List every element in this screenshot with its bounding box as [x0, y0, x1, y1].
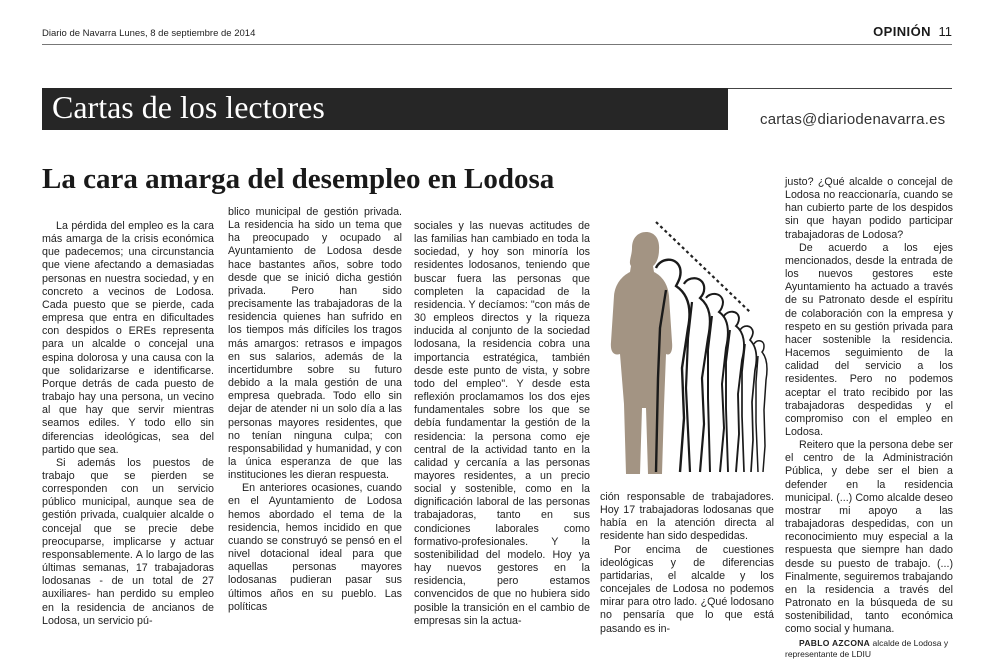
outline-figure-5 [740, 326, 756, 472]
author-role: alcalde de Lodosa y representante de LDIU [785, 638, 949, 660]
article-headline: La cara amarga del desempleo en Lodosa [42, 163, 555, 195]
paragraph: blico municipal de gestión privada. La residencia ha sido un tema que ha preocupado y ocupado al Ayuntamiento de Lodosa desde hace bastantes años, sobre todo desde que se inició dicha gestión privada. Pero han sido precisamente las trabajadoras de la residencia quienes han sufrido en los tiempos más difíciles los tragos más amargos: retrasos e impagos en sus salarios, además de la incertidumbre sobre su futuro debido a la mala gestión de una empresa quebrada. Todo ello sin dejar de atender ni un solo día a las personas mayores residentes, que no tenían ninguna culpa; con responsabilidad y humanidad, y con la única esperanza de que las instituciones les dieran respuesta. [228, 206, 402, 482]
page-section [873, 24, 952, 39]
section-label: OPINIÓN [873, 24, 931, 39]
illustration [596, 218, 778, 488]
paragraph: En anteriores ocasiones, cuando en el Ayuntamiento de Lodosa hemos abordado el tema de la residencia, hemos incidido en que cuando se construyó se pensó en el nivel dotacional ideal para que aquellas personas mayores lodosanas pudieran pasar sus últimos años en su pueblo. Las políticas [228, 482, 402, 613]
paragraph: De acuerdo a los ejes mencionados, desde la entrada de los nuevos gestores este Ayuntamiento ha actuado a través de su Patronato desde el espíritu de colaboración con la empresa y respeto en su gestión privada para hacer sostenible la residencia. Hacemos seguimiento de la calidad del servicio a los residentes. Pero no podemos aceptar el trato recibido por las trabajadoras despedidas y el compromiso con el empleo en Lodosa. [785, 241, 953, 438]
article-column-5 [785, 176, 953, 660]
publication-date: Diario de Navarra Lunes, 8 de septiembre de 2014 [42, 28, 256, 39]
paragraph: Por encima de cuestiones ideológicas y de diferencias partidarias, el alcalde y los concejales de Lodosa no podemos mirar para otro lado. ¿Qué lodosano no pensaría que lo que está pasando es in- [600, 543, 774, 635]
header-rule [42, 44, 952, 45]
dotted-line [656, 222, 750, 312]
article-column-4 [600, 491, 774, 636]
section-banner [42, 88, 728, 130]
paragraph: Si además los puestos de trabajo que se pierden se corresponden con un servicio público municipal, aunque sea de gestión privada, cualquier alcalde o concejal que se precie debe preocuparse, implicarse y actuar responsablemente. A lo largo de las últimas semanas, 17 trabajadoras lodosanas - de un total de 27 auxiliares- han perdido su empleo en la residencia de ancianos de Lodosa, un servicio pú- [42, 456, 214, 627]
paragraph: Reitero que la persona debe ser el centro de la Administración Pública, y debe ser el bien a defender en la residencia municipal. (...) Como alcalde deseo mostrar mi apoyo a las trabajadoras despedidas, con un reconocimiento muy especial a la respuesta que siempre han dado desde su puesto de trabajo. (...) Finalmente, seguiremos trabajando en la residencia a través del Patronato en la búsqueda de su sostenibilidad, tanto económica como social y humana. [785, 439, 953, 636]
article-column-3 [414, 220, 590, 628]
letter-signature [785, 638, 953, 660]
person-silhouette [611, 232, 672, 474]
paragraph: justo? ¿Qué alcalde o concejal de Lodosa no reaccionaría, cuando se han cubierto parte de los despidos sin que hayan podido participar trabajadoras de Lodosa? [785, 176, 953, 241]
paragraph: La pérdida del empleo es la cara más amarga de la crisis económica que padecemos; una circunstancia que viene afectando a demasiadas personas en nuestra sociedad, y en concreto a vecinos de Lodosa. Cada puesto que se pierde, cada empresa que entra en dificultades con despidos o EREs representa para un alcalde o concejal una espina dolorosa y una causa con la que solidarizarse e identificarse. Porque detrás de cada puesto de trabajo hay una persona, un vecino al que hay que servir mientras seamos ediles. Y todo ello sin diferencias ideológicas, sea del partido que sea. [42, 220, 214, 456]
page-number: 11 [938, 24, 952, 39]
article-column-2 [228, 206, 402, 614]
author-name: PABLO AZCONA [799, 638, 871, 649]
paragraph: ción responsable de trabajadores. Hoy 17 trabajadoras lodosanas que había en la atención directa al residente han sido despedidas. [600, 491, 774, 543]
banner-title: Cartas de los lectores [52, 89, 325, 125]
paragraph: sociales y las nuevas actitudes de las familias han cambiado en toda la sociedad, y hoy son minoría los residentes lodosanos, teniendo que buscar fuera las personas que completen la capacidad de la residencia. Y decíamos: "con más de 30 empleos directos y la riqueza inducida al conjunto de la sociedad lodosana, la residencia cobra una importancia estratégica, también desde este punto de vista, y sobre todo del empleo". Y desde esta reflexión proclamamos los dos ejes fundamentales sobre los que se debía fundamentar la gestión de la residencia: la persona como eje central de la actividad tanto en la calidad y cercanía a las personas mayores residentes, a un precio social y sostenible, como en la dignificación laboral de las personas trabajadoras, tanto en sus condiciones laborales como formativo-profesionales. Y la sostenibilidad del modelo. Hoy ya hay nuevos gestores en la residencia, pero estamos convencidos de que no hubiera sido posible la transición en el cambio de empresas sin la actua- [414, 220, 590, 627]
article-column-1 [42, 220, 214, 628]
contact-email: cartas@diariodenavarra.es [760, 111, 946, 128]
masthead [42, 26, 952, 42]
